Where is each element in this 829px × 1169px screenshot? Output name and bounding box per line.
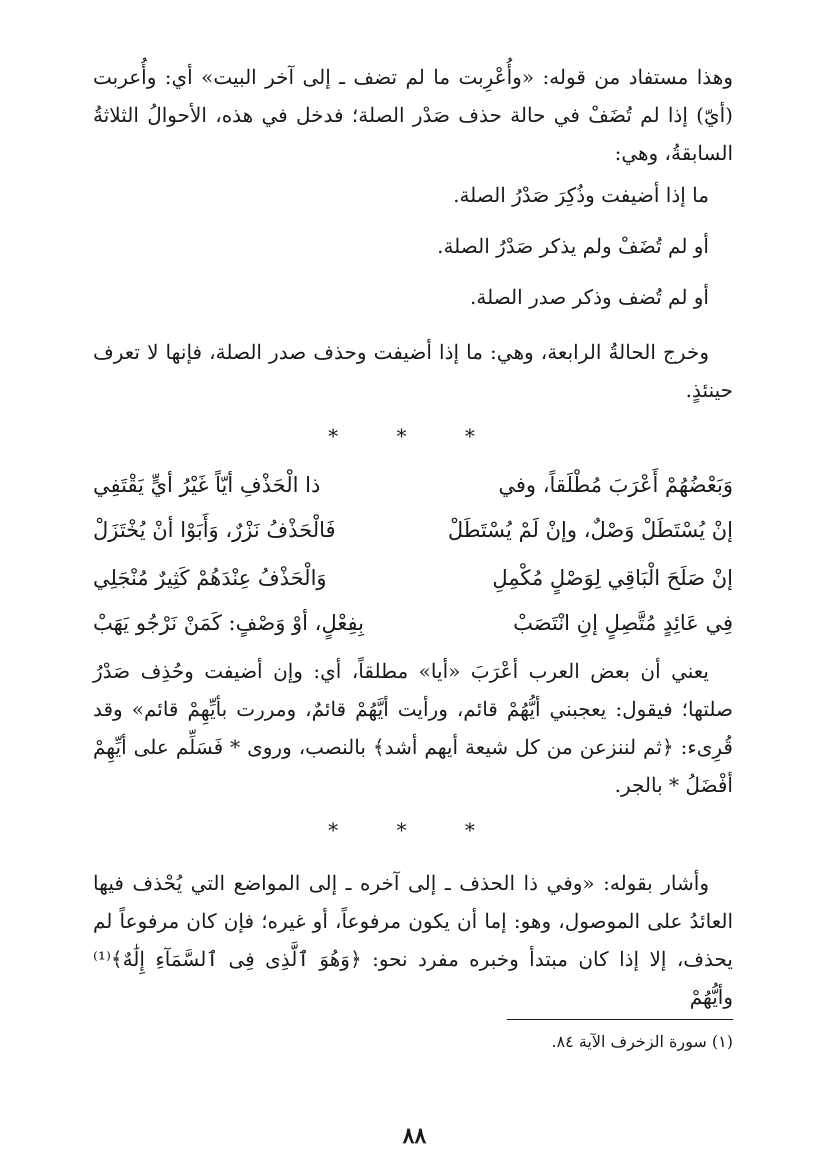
verse-line-2 [93, 510, 733, 550]
paragraph-omission: وأشار بقوله: «وفي ذا الحذف ـ إلى آخره ـ إلى المواضع التي يُحْذف فيها العائدُ على الموصول، وهو: إما أن يكون مرفوعاً، أو غيره؛ فإن كان مرفوعاً لم يحذف، إلا إذا كان مبتدأ وخبره مفرد نحو: ﴿وَهُوَ ٱلَّذِى فِى ٱلسَّمَآءِ إِلَٰهٌ﴾⁽¹⁾ وأيُّهُمْ [93, 871, 733, 1009]
verse-1-second-hemistich: ذا الْحَذْفِ أيّاً غَيْرُ أيٍّ يَقْتَفِي [93, 473, 321, 497]
verse-line-1 [93, 465, 733, 505]
paragraph-intro: وهذا مستفاد من قوله: «وأُعْرِبت ما لم تضف ـ إلى آخر البيت» أي: وأُعربت (أيّ) إذا لم تُضَفْ في حالة حذف صَدْر الصلة؛ فدخل في هذه، الأحوالُ الثلاثةُ السابقةُ، وهي: [93, 65, 733, 165]
paragraph-fourth-case: وخرج الحالةُ الرابعة، وهي: ما إذا أضيفت وحذف صدر الصلة، فإنها لا تعرف حينئذٍ. [93, 340, 733, 402]
verse-line-3 [93, 558, 733, 598]
paragraph-explanation: يعني أن بعض العرب أعْرَبَ «أيا» مطلقاً، أي: وإن أضيفت وحُذِف صَدْرُ صلتها؛ فيقول: يعجبني أيُّهُمْ قائم، ورأيت أيَّهُمْ قائمٌ، ومررت بأيِّهِمْ قائم» وقد قُرِىء: ﴿ثم لننزعن من كل شيعة أيهم أشد﴾ بالنصب، وروى * فَسَلِّم على أيِّهِمْ أفْضَلُ * بالجر. [93, 659, 733, 797]
verse-2-second-hemistich: فَالْحَذْفُ نَزْرٌ، وَأَبَوْا أنْ يُخْتَزَلْ [93, 518, 336, 542]
case-item-1: ما إذا أضيفت وذُكِرَ صَدْرُ الصلة. [453, 183, 709, 207]
section-separator-2: * * * [328, 818, 501, 842]
verse-4-first-hemistich: فِي عَائِدٍ مُتَّصِلٍ إنِ انْتَصَبْ [513, 611, 733, 635]
verse-3-first-hemistich: إنْ صَلَحَ الْبَاقِي لِوَصْلٍ مُكْمِلِ [492, 566, 733, 590]
verse-2-first-hemistich: إنْ يُسْتَطَلْ وَصْلٌ، وإنْ لَمْ يُسْتَطَلْ [447, 518, 733, 542]
verse-line-4 [93, 603, 733, 643]
verse-1-first-hemistich: وَبَعْضُهُمْ أَعْرَبَ مُطْلَقاً، وفي [498, 473, 733, 497]
case-item-3: أو لم تُضف وذكر صدر الصلة. [470, 285, 709, 309]
case-item-2: أو لم تُضَفْ ولم يذكر صَدْرُ الصلة. [437, 234, 709, 258]
page-number: ٨٨ [402, 1123, 427, 1149]
verse-3-second-hemistich: وَالْحَذْفُ عِنْدَهُمْ كَثِيرٌ مُنْجَلِي [93, 566, 327, 590]
verse-4-second-hemistich: بِفِعْلٍ، أوْ وَصْفٍ: كَمَنْ نَرْجُو يَهَبْ [93, 611, 364, 635]
footnote-text: (١) سورة الزخرف الآية ٨٤. [551, 1032, 733, 1051]
footnote-divider [507, 1019, 733, 1020]
section-separator-1: * * * [328, 424, 501, 448]
